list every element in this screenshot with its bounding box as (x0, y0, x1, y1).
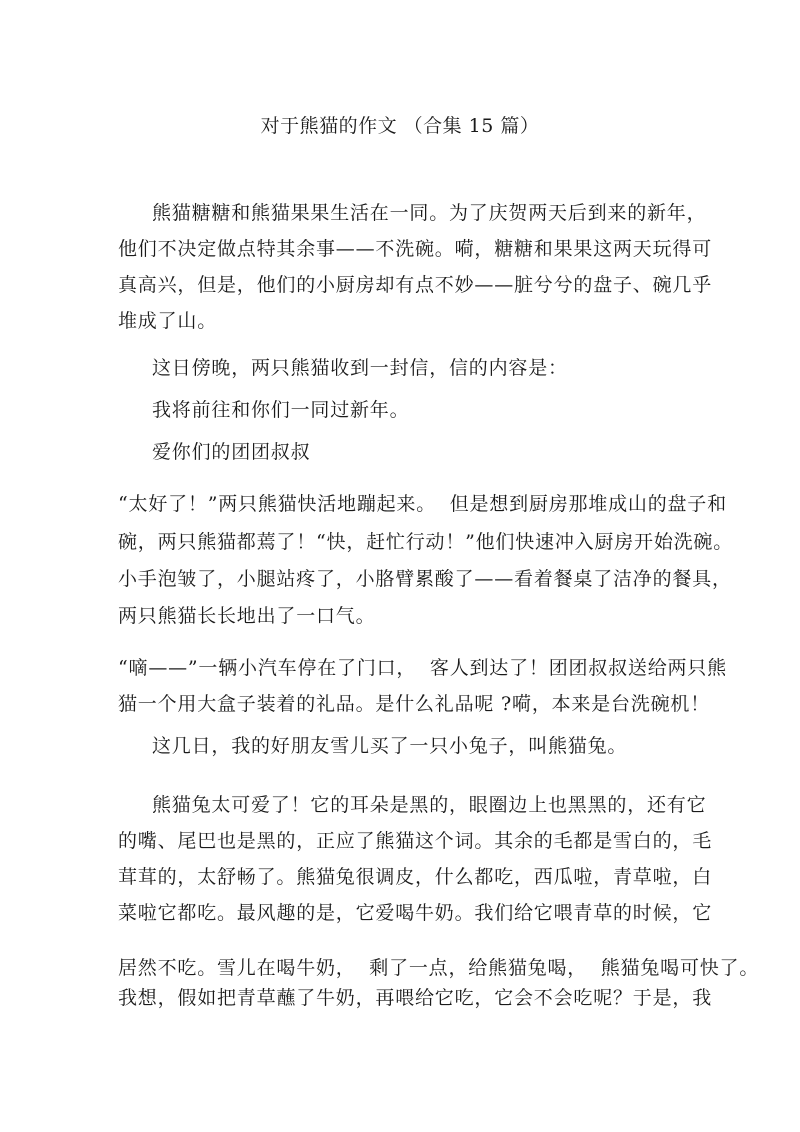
text-line: 两只熊猫长长地出了一口气。 (118, 605, 376, 627)
text-line: 堆成了山。 (118, 310, 218, 332)
text-line: 我将前往和你们一同过新年。 (152, 399, 410, 421)
text-line: 熊猫糖糖和熊猫果果生活在一同。为了庆贺两天后到来的新年， (152, 202, 707, 224)
text-line: 菜啦它都吃。最风趣的是，它爱喝牛奶。我们给它喂青草的时候，它 (118, 902, 713, 924)
text-line: “嘀——”一辆小汽车停在了门口， 客人到达了！团团叔叔送给两只熊 (118, 657, 727, 679)
text-line: 这几日，我的好朋友雪儿买了一只小兔子，叫熊猫兔。 (152, 735, 628, 757)
document-title: 对于熊猫的作文 （合集 15 篇） (260, 115, 540, 137)
text-line: 真高兴，但是，他们的小厨房却有点不妙——脏兮兮的盘子、碗几乎 (118, 274, 713, 296)
text-line: 他们不决定做点特其余事——不洗碗。嗬，糖糖和果果这两天玩得可 (118, 238, 713, 260)
text-line: 小手泡皱了，小腿站疼了，小胳臂累酸了——看着餐桌了洁净的餐具， (118, 568, 732, 590)
text-line: 茸茸的，太舒畅了。熊猫兔很调皮，什么都吃，西瓜啦，青草啦，白 (118, 866, 713, 888)
text-line: 爱你们的团团叔叔 (152, 441, 311, 463)
text-line: 我想，假如把青草蘸了牛奶，再喂给它吃，它会不会吃呢？于是，我 (118, 987, 713, 1009)
text-line: 猫一个用大盒子装着的礼品。是什么礼品呢 ?嗬，本来是台洗碗机！ (118, 693, 711, 715)
text-line: 居然不吃。雪儿在喝牛奶， 剩了一点，给熊猫兔喝， 熊猫兔喝可快了。 (118, 957, 760, 979)
text-line: “太好了！”两只熊猫快活地蹦起来。 但是想到厨房那堆成山的盘子和 (118, 493, 727, 515)
text-line: 的嘴、尾巴也是黑的，正应了熊猫这个词。其余的毛都是雪白的，毛 (118, 830, 713, 852)
text-line: 碗，两只熊猫都蔫了！“快，赶忙行动！”他们快速冲入厨房开始洗碗。 (118, 531, 734, 553)
text-line: 这日傍晚，两只熊猫收到一封信，信的内容是： (152, 357, 568, 379)
text-line: 熊猫兔太可爱了！它的耳朵是黑的，眼圈边上也黑黑的，还有它 (152, 794, 707, 816)
